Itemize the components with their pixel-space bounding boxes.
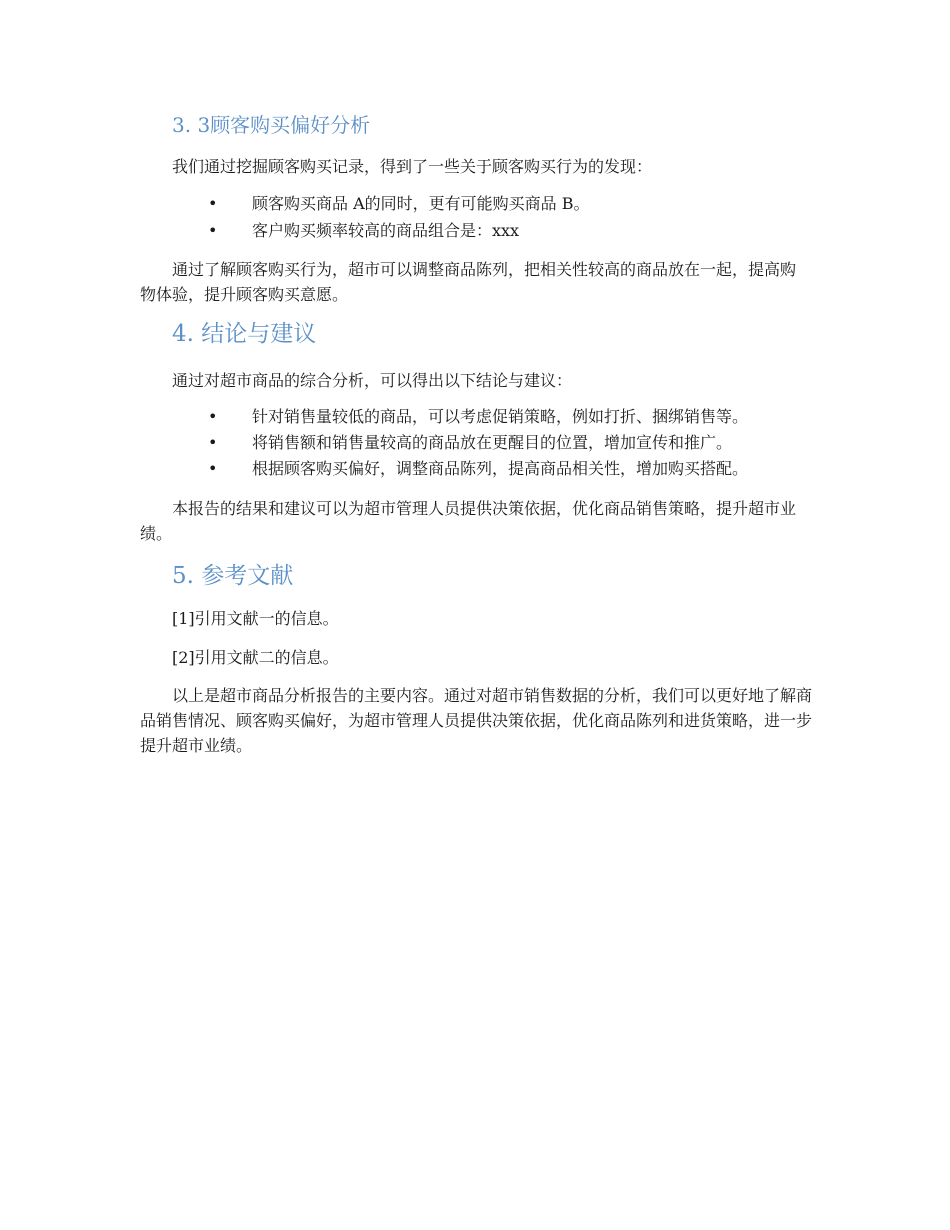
list-item [208,456,748,479]
list-item [208,191,590,214]
bullet-icon: • [208,221,218,240]
reference-item: [1]引用文献一的信息。 [172,609,339,628]
list-item [208,404,748,427]
section-4-conclusion: 本报告的结果和建议可以为超市管理人员提供决策依据，优化商品销售策略，提升超市业绩。 [140,499,797,543]
section-3-3-heading: 3. 3顾客购买偏好分析 [172,113,371,137]
section-4-heading: 4. 结论与建议 [172,321,317,347]
reference-item: [2]引用文献二的信息。 [172,648,339,667]
list-item-text: 针对销售量较低的商品，可以考虑促销策略，例如打折、捆绑销售等。 [252,407,749,426]
list-item [208,218,519,241]
bullet-icon: • [208,194,218,213]
bullet-icon: • [208,407,218,426]
bullet-icon: • [208,433,218,452]
list-item-text: 根据顾客购买偏好，调整商品陈列，提高商品相关性，增加购买搭配。 [252,459,749,478]
list-item-text: 将销售额和销售量较高的商品放在更醒目的位置，增加宣传和推广。 [252,433,733,452]
list-item [208,430,732,453]
closing-paragraph: 以上是超市商品分析报告的主要内容。通过对超市销售数据的分析，我们可以更好地了解商品销售情况、顾客购买偏好，为超市管理人员提供决策依据，优化商品陈列和进货策略，进一步提升超市业绩。 [140,686,813,755]
section-4-intro: 通过对超市商品的综合分析，可以得出以下结论与建议： [172,371,573,390]
list-item-text: 顾客购买商品 A的同时，更有可能购买商品 B。 [252,194,590,213]
section-5-heading: 5. 参考文献 [172,563,294,589]
bullet-icon: • [208,459,218,478]
section-3-3-conclusion: 通过了解顾客购买行为，超市可以调整商品陈列，把相关性较高的商品放在一起，提高购物体验，提升顾客购买意愿。 [140,260,797,304]
list-item-text: 客户购买频率较高的商品组合是：xxx [252,221,520,240]
section-3-3-intro: 我们通过挖掘顾客购买记录，得到了一些关于顾客购买行为的发现： [172,157,653,176]
